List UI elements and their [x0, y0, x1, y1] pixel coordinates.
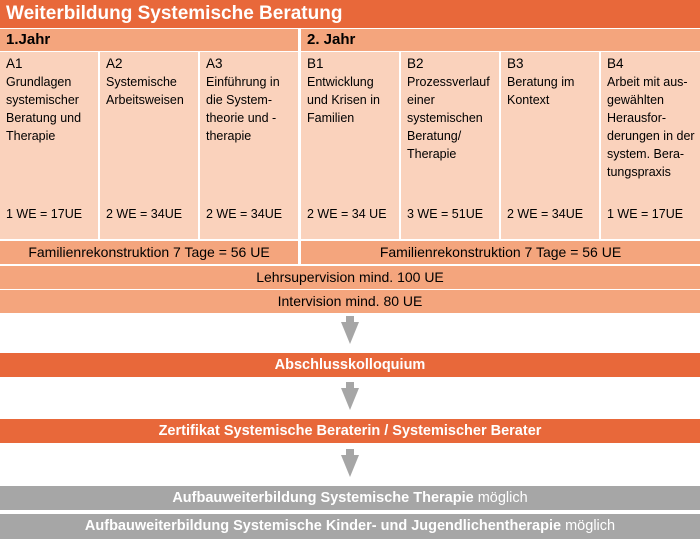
aufbau-kinder-jugend-suffix: möglich	[561, 518, 616, 534]
module-a3	[200, 52, 298, 239]
module-b2	[401, 52, 499, 239]
arrow-down-icon	[341, 382, 359, 410]
diagram-title: Weiterbildung Systemische Beratung	[0, 0, 700, 28]
zertifikat-bar: Zertifikat Systemische Beraterin / Systemischer Berater	[0, 419, 700, 443]
arrow-down-icon	[341, 316, 359, 344]
module-code: B2	[407, 56, 424, 71]
aufbau-kinder-jugend-bar	[0, 514, 700, 539]
familienrekonstruktion-year-1: Familienrekonstruktion 7 Tage = 56 UE	[0, 241, 298, 264]
module-title: Grundlagen systemischer Beratung und Therapie	[6, 75, 82, 143]
familienrekonstruktion-year-2: Familienrekonstruktion 7 Tage = 56 UE	[301, 241, 700, 264]
module-we: 2 WE = 34 UE	[307, 207, 387, 221]
module-title: Entwicklung und Krisen in Familien	[307, 75, 380, 125]
module-code: B3	[507, 56, 524, 71]
year-1-header: 1.Jahr	[0, 29, 298, 51]
module-b4	[601, 52, 700, 239]
module-title: Systemische Arbeitsweisen	[106, 75, 184, 107]
module-title: Prozessverlauf einer systemischen Beratung/ Therapie	[407, 75, 490, 161]
module-b1	[301, 52, 399, 239]
module-a2	[100, 52, 198, 239]
module-code: B1	[307, 56, 324, 71]
module-we: 1 WE = 17UE	[607, 207, 684, 221]
module-title: Beratung im Kontext	[507, 75, 575, 107]
aufbau-therapie-label: Aufbauweiterbildung Systemische Therapie	[172, 490, 474, 506]
module-we: 1 WE = 17UE	[6, 207, 83, 221]
intervision-band: Intervision mind. 80 UE	[0, 290, 700, 313]
module-code: B4	[607, 56, 624, 71]
module-a1	[0, 52, 98, 239]
year-2-header: 2. Jahr	[301, 29, 700, 51]
aufbau-kinder-jugend-label: Aufbauweiterbildung Systemische Kinder- und Jugendlichentherapie	[84, 518, 562, 534]
module-title: Arbeit mit aus-gewählten Herausfor-derungen in der system. Bera-tungspraxis	[607, 75, 695, 179]
module-code: A1	[6, 56, 23, 71]
module-title: Einführung in die System-theorie und -therapie	[206, 75, 280, 143]
module-we: 3 WE = 51UE	[407, 207, 484, 221]
module-we: 2 WE = 34UE	[206, 207, 283, 221]
module-code: A3	[206, 56, 223, 71]
module-we: 2 WE = 34UE	[106, 207, 183, 221]
module-code: A2	[106, 56, 123, 71]
arrow-down-icon	[341, 449, 359, 477]
module-b3	[501, 52, 599, 239]
abschlusskolloquium-bar: Abschlusskolloquium	[0, 353, 700, 377]
aufbau-therapie-suffix: möglich	[473, 490, 528, 506]
aufbau-therapie-bar	[0, 486, 700, 510]
lehrsupervision-band: Lehrsupervision mind. 100 UE	[0, 266, 700, 289]
module-we: 2 WE = 34UE	[507, 207, 584, 221]
